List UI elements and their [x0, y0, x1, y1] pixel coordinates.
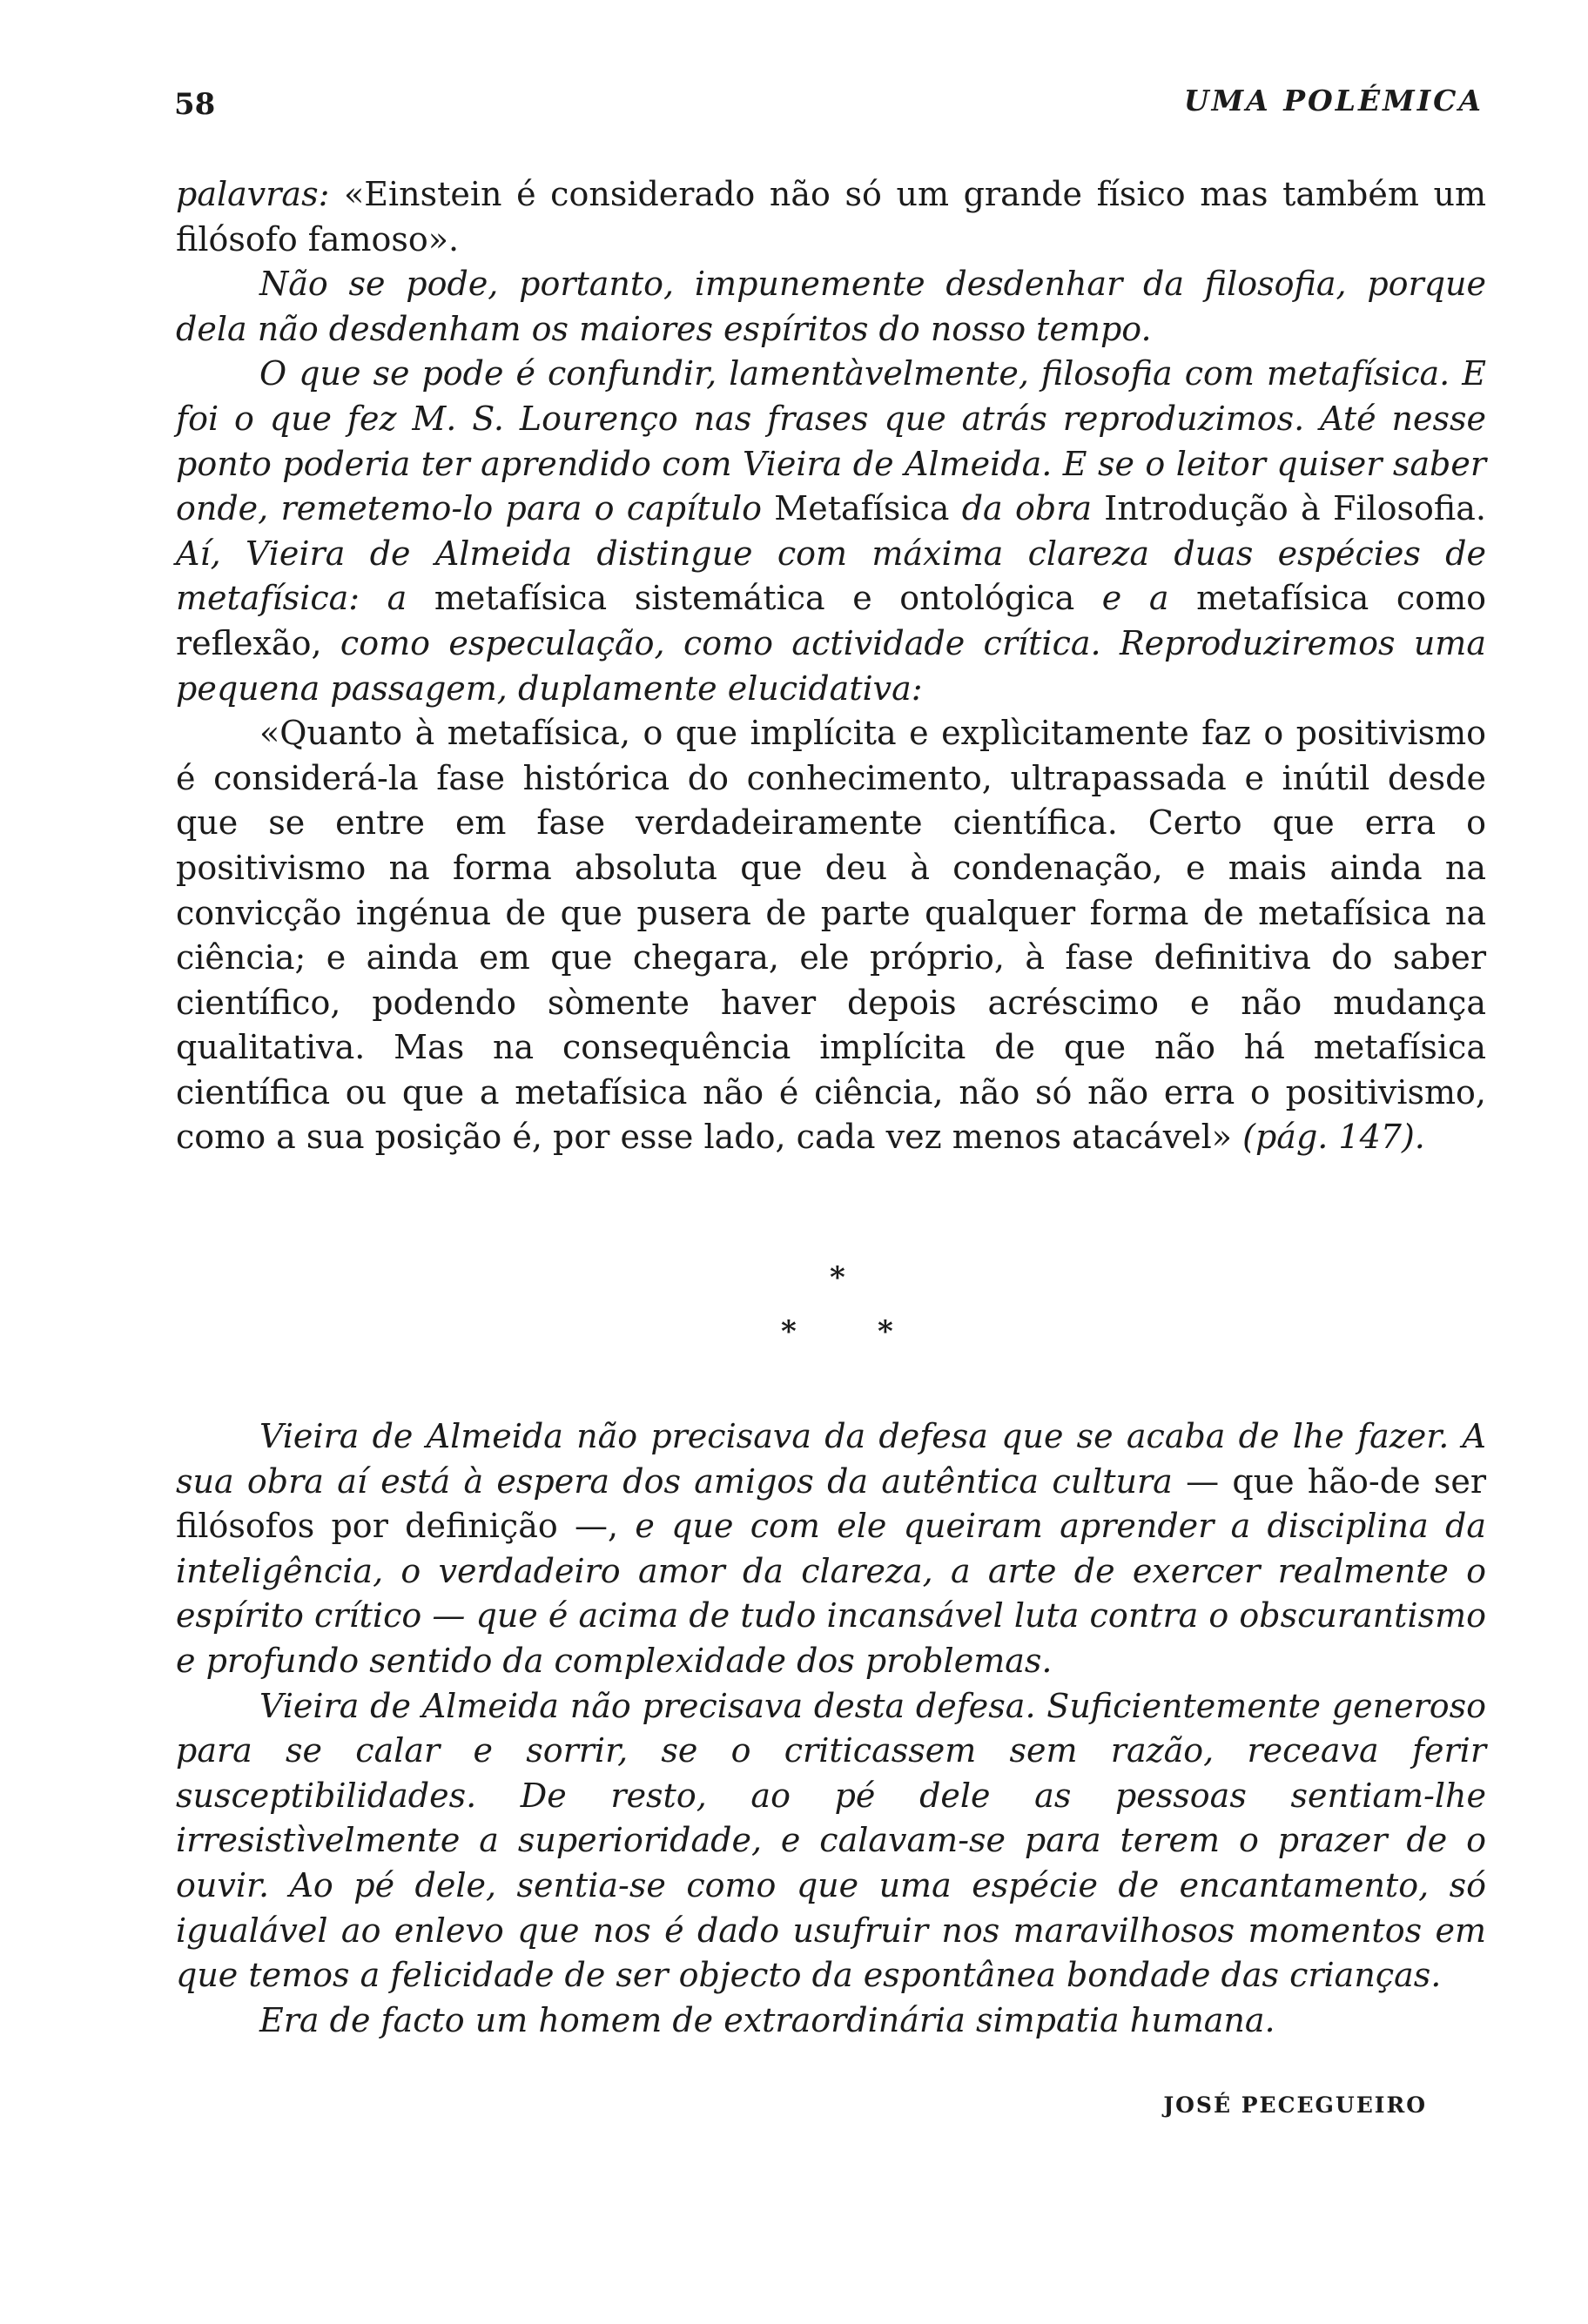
italic-text-run: Não se pode, portanto, impunemente desdenhar da filosofia, porque dela não desdenham os maiores espíritos do nosso tempo.: [176, 265, 1486, 348]
paragraph: [176, 352, 1486, 711]
author-signature: JOSÉ PECEGUEIRO: [1163, 2092, 1427, 2118]
asterisk-mark: *: [781, 1314, 797, 1349]
roman-text-run: Introdução à Filosofia.: [1092, 489, 1486, 528]
italic-text-run: palavras:: [176, 175, 330, 213]
asterisk-mark: *: [878, 1314, 893, 1349]
paragraph: [176, 262, 1486, 352]
section-separator-asterism: [749, 1260, 923, 1349]
paragraph: [176, 1998, 1486, 2044]
roman-text-run: «Quanto à metafísica, o que implícita e explìcitamente faz o positivismo é considerá-la fase histórica do conhecimento, ultrapassada e inútil desde que se entre em fase verdadeiramente científica. Certo que erra o positivismo na forma absoluta que deu à condenação, e mais ainda na convicção ingénua de que pusera de parte qualquer forma de metafísica na ciência; e ainda em que chegara, ele próprio, à fase definitiva do saber científico, podendo sòmente haver depois acréscimo e não mudança qualitativa. Mas na consequência implícita de que não há metafísica científica ou que a metafísica não é ciência, não só não erra o positivismo, como a sua posição é, por esse lado, cada vez menos atacável»: [176, 714, 1486, 1157]
roman-text-run: — que hão-de ser filósofos por definição —,: [176, 1461, 1487, 1546]
italic-text-run: (pág. 147).: [1242, 1118, 1425, 1157]
roman-text-run: metafísica como reflexão,: [176, 579, 1486, 662]
asterisk-mark: *: [830, 1260, 845, 1295]
page-number: 58: [174, 87, 216, 122]
italic-text-run: O que se pode é confundir, lamentàvelmente, filosofia com metafísica. E foi o que fez M. S. Lourenço nas frases que atrás reproduzimos. Até nesse ponto poderia ter aprendido com Vieira de Almeida. E se o leitor quiser saber onde, remetemo-lo para o capítulo: [176, 354, 1486, 528]
italic-text-run: e que com ele queiram aprender a disciplina da inteligência, o verdadeiro amor da clareza, a arte de exercer realmente o espírito crítico — que é acima de tudo incansável luta contra o obscurantismo e profundo sentido da complexidade dos problemas.: [176, 1507, 1486, 1680]
italic-text-run: e a: [1101, 579, 1169, 618]
roman-text-run: metafísica sistemática e ontológica: [407, 579, 1102, 618]
running-title: UMA POLÉMICA: [1183, 84, 1484, 118]
paragraph: [176, 1414, 1486, 1684]
italic-text-run: como especulação, como actividade crítica. Reproduziremos uma pequena passagem, duplamente elucidativa:: [176, 623, 1486, 708]
closing-text: [176, 1414, 1486, 2043]
italic-text-run: Aí, Vieira de Almeida distingue com máxima clareza duas espécies de metafísica: a: [176, 534, 1486, 618]
main-text: [176, 172, 1486, 1160]
paragraph: [176, 1684, 1486, 1998]
roman-text-run: «Einstein é considerado não só um grande físico mas também um filósofo famoso».: [176, 175, 1486, 259]
paragraph: [176, 711, 1486, 1160]
italic-text-run: Vieira de Almeida não precisava desta defesa. Suficientemente generoso para se calar e sorrir, se o criticassem sem razão, receava ferir susceptibilidades. De resto, ao pé dele as pessoas sentiam-lhe irresistìvelmente a superioridade, e calavam-se para terem o prazer de o ouvir. Ao pé dele, sentia-se como que uma espécie de encantamento, só igualável ao enlevo que nos é dado usufruir nos maravilhosos momentos em que temos a felicidade de ser objecto da espontânea bondade das crianças.: [176, 1686, 1486, 1995]
paragraph: [176, 172, 1486, 262]
roman-text-run: Metafísica: [762, 489, 962, 528]
italic-text-run: da obra: [961, 489, 1093, 528]
italic-text-run: Vieira de Almeida não precisava da defesa que se acaba de lhe fazer. A sua obra aí está à espera dos amigos da autêntica cultura: [176, 1417, 1486, 1501]
italic-text-run: Era de facto um homem de extraordinária simpatia humana.: [259, 2000, 1275, 2039]
